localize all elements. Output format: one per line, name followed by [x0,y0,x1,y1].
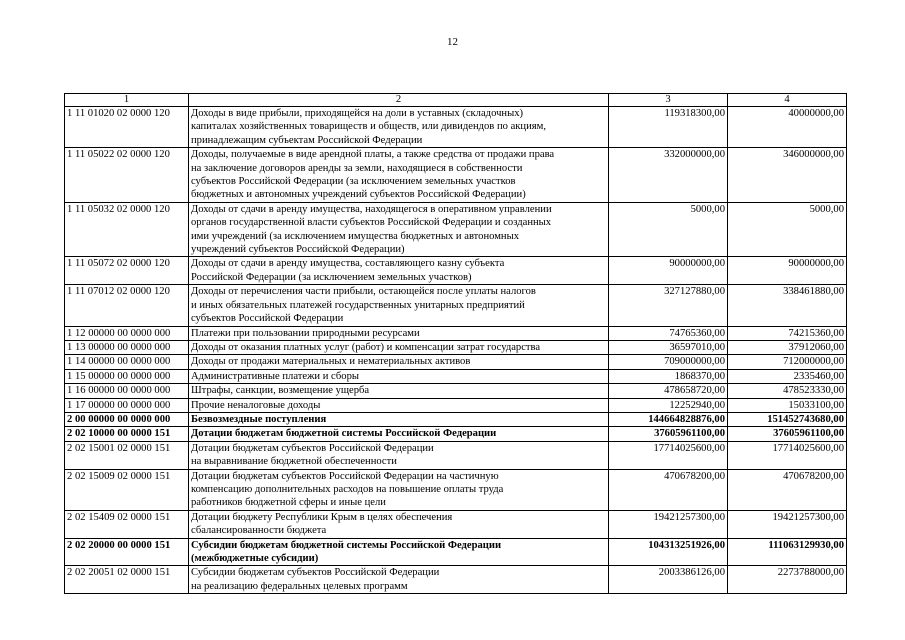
amount-year-2: 5000,00 [728,202,847,257]
description-line: Дотации бюджетам субъектов Российской Федерации на частичную [191,470,499,482]
description-line: на заключение договоров аренды за земли, находящиеся в собственности [191,162,523,174]
description-line: Доходы от сдачи в аренду имущества, составляющего казну субъекта [191,258,505,270]
page-number: 12 [447,36,458,48]
revenue-description [189,398,609,412]
revenue-description [189,107,609,148]
revenue-code: 2 02 20000 00 0000 151 [65,538,189,566]
description-line: Штрафы, санкции, возмещение ущерба [191,385,370,397]
amount-year-2: 2335460,00 [728,369,847,383]
column-header: 4 [728,94,847,107]
revenue-description [189,510,609,538]
revenue-description [189,285,609,326]
revenue-description [189,148,609,203]
description-line: Доходы от продажи материальных и нематериальных активов [191,356,471,368]
amount-year-1: 19421257300,00 [609,510,728,538]
description-line: Доходы от перечисления части прибыли, остающейся после уплаты налогов [191,286,536,298]
revenue-code: 2 00 00000 00 0000 000 [65,412,189,426]
amount-year-2: 2273788000,00 [728,566,847,594]
table-row [65,469,847,510]
amount-year-1: 17714025600,00 [609,441,728,469]
revenue-code: 1 11 07012 02 0000 120 [65,285,189,326]
revenue-table [64,93,847,594]
description-line: Дотации бюджету Республики Крым в целях обеспечения [191,511,453,523]
amount-year-1: 74765360,00 [609,326,728,340]
amount-year-1: 119318300,00 [609,107,728,148]
revenue-code: 2 02 15409 02 0000 151 [65,510,189,538]
column-header: 3 [609,94,728,107]
description-line: Прочие неналоговые доходы [191,399,321,411]
revenue-code: 1 15 00000 00 0000 000 [65,369,189,383]
amount-year-2: 346000000,00 [728,148,847,203]
amount-year-1: 104313251926,00 [609,538,728,566]
description-line: субъектов Российской Федерации (за исключением земельных участков [191,176,516,188]
description-line: компенсацию дополнительных расходов на повышение оплаты труда [191,483,504,495]
revenue-code: 2 02 10000 00 0000 151 [65,427,189,441]
table-row [65,107,847,148]
table-row [65,326,847,340]
table-row [65,538,847,566]
description-line: Российской Федерации (за исключением земельных участков) [191,271,472,283]
description-line: Субсидии бюджетам субъектов Российской Федерации [191,567,440,579]
description-line: учреждений субъектов Российской Федерации) [191,244,405,256]
table-row [65,355,847,369]
revenue-description [189,412,609,426]
description-line: Доходы, получаемые в виде арендной платы, а также средства от продажи права [191,149,555,161]
amount-year-2: 712000000,00 [728,355,847,369]
amount-year-1: 478658720,00 [609,384,728,398]
revenue-description [189,340,609,354]
amount-year-2: 37912060,00 [728,340,847,354]
revenue-code: 1 12 00000 00 0000 000 [65,326,189,340]
amount-year-1: 1868370,00 [609,369,728,383]
amount-year-2: 17714025600,00 [728,441,847,469]
amount-year-1: 36597010,00 [609,340,728,354]
revenue-code: 1 14 00000 00 0000 000 [65,355,189,369]
revenue-code: 2 02 15009 02 0000 151 [65,469,189,510]
amount-year-2: 74215360,00 [728,326,847,340]
revenue-code: 1 13 00000 00 0000 000 [65,340,189,354]
revenue-code: 1 16 00000 00 0000 000 [65,384,189,398]
table-row [65,427,847,441]
description-line: на реализацию федеральных целевых программ [191,580,408,592]
table-row [65,340,847,354]
revenue-code: 1 11 05072 02 0000 120 [65,257,189,285]
table-header-row [65,94,847,107]
description-line: Безвозмездные поступления [191,413,327,425]
revenue-code: 1 11 05032 02 0000 120 [65,202,189,257]
amount-year-1: 470678200,00 [609,469,728,510]
description-line: (межбюджетные субсидии) [191,553,319,564]
description-line: работников бюджетной сферы и иные цели [191,497,386,509]
revenue-description [189,566,609,594]
description-line: капиталах хозяйственных товариществ и обществ, или дивидендов по акциям, [191,121,546,133]
table-row [65,412,847,426]
description-line: принадлежащим субъектам Российской Федерации [191,134,423,146]
column-header: 1 [65,94,189,107]
revenue-code: 2 02 15001 02 0000 151 [65,441,189,469]
description-line: и иных обязательных платежей государственных унитарных предприятий [191,299,525,311]
table-row [65,384,847,398]
amount-year-2: 478523330,00 [728,384,847,398]
amount-year-2: 111063129930,00 [728,538,847,566]
description-line: органов государственной власти субъектов Российской Федерации и созданных [191,217,552,229]
description-line: Платежи при пользовании природными ресурсами [191,327,420,339]
table-row [65,202,847,257]
amount-year-1: 12252940,00 [609,398,728,412]
amount-year-1: 332000000,00 [609,148,728,203]
revenue-code: 1 17 00000 00 0000 000 [65,398,189,412]
amount-year-1: 90000000,00 [609,257,728,285]
revenue-description [189,469,609,510]
revenue-description [189,369,609,383]
table-row [65,566,847,594]
amount-year-2: 15033100,00 [728,398,847,412]
table-row [65,285,847,326]
amount-year-2: 40000000,00 [728,107,847,148]
revenue-description [189,257,609,285]
description-line: Доходы в виде прибыли, приходящейся на доли в уставных (складочных) [191,108,524,119]
amount-year-1: 2003386126,00 [609,566,728,594]
amount-year-2: 19421257300,00 [728,510,847,538]
revenue-description [189,427,609,441]
revenue-description [189,538,609,566]
table-row [65,148,847,203]
amount-year-1: 144664828876,00 [609,412,728,426]
amount-year-2: 470678200,00 [728,469,847,510]
table-body [65,107,847,594]
amount-year-2: 37605961100,00 [728,427,847,441]
revenue-description [189,441,609,469]
description-line: Доходы от оказания платных услуг (работ) и компенсации затрат государства [191,341,541,353]
description-line: бюджетных и автономных учреждений субъектов Российской Федерации) [191,189,526,201]
amount-year-2: 151452743680,00 [728,412,847,426]
table-row [65,398,847,412]
amount-year-1: 5000,00 [609,202,728,257]
description-line: на выравнивание бюджетной обеспеченности [191,456,397,468]
table-row [65,510,847,538]
amount-year-2: 90000000,00 [728,257,847,285]
description-line: сбалансированности бюджета [191,525,327,537]
description-line: Дотации бюджетам бюджетной системы Российской Федерации [191,428,497,440]
amount-year-1: 709000000,00 [609,355,728,369]
description-line: Административные платежи и сборы [191,370,359,382]
description-line: Дотации бюджетам субъектов Российской Федерации [191,442,434,454]
table-row [65,257,847,285]
description-line: ими учреждений (за исключением имущества бюджетных и автономных [191,230,520,242]
table-row [65,369,847,383]
description-line: субъектов Российской Федерации [191,313,344,325]
table-row [65,441,847,469]
amount-year-1: 327127880,00 [609,285,728,326]
revenue-description [189,355,609,369]
description-line: Доходы от сдачи в аренду имущества, находящегося в оперативном управлении [191,203,552,215]
revenue-description [189,202,609,257]
amount-year-1: 37605961100,00 [609,427,728,441]
revenue-description [189,326,609,340]
revenue-description [189,384,609,398]
amount-year-2: 338461880,00 [728,285,847,326]
revenue-code: 2 02 20051 02 0000 151 [65,566,189,594]
column-header: 2 [189,94,609,107]
description-line: Субсидии бюджетам бюджетной системы Российской Федерации [191,539,502,551]
revenue-code: 1 11 05022 02 0000 120 [65,148,189,203]
revenue-code: 1 11 01020 02 0000 120 [65,107,189,148]
